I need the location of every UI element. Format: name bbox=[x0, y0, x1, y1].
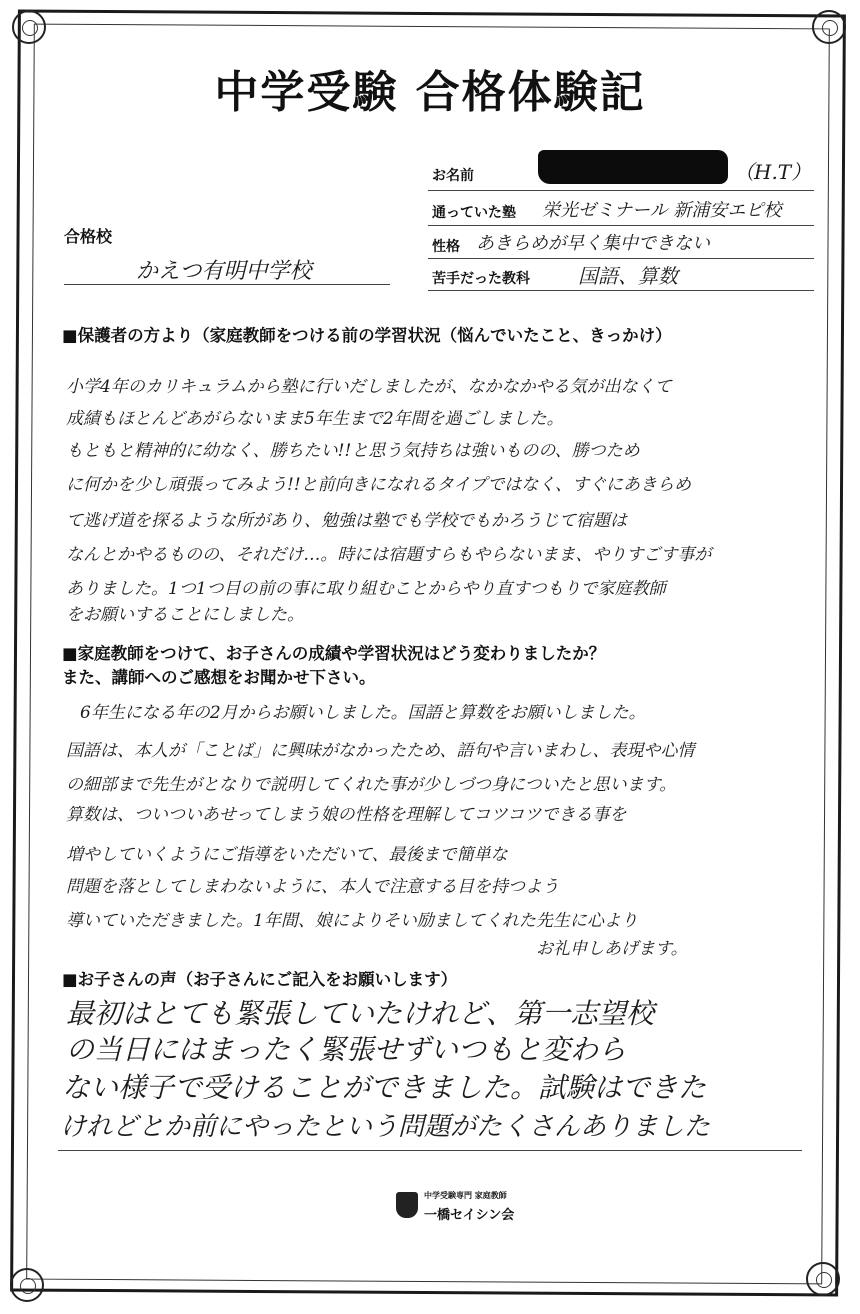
child-voice-line: けれどとか前にやったという問題がたくさんありました bbox=[60, 1112, 711, 1142]
cram-school-underline bbox=[428, 225, 814, 226]
company-name: 一橋セイシン会 bbox=[424, 1208, 515, 1223]
corner-ornament bbox=[12, 10, 46, 44]
company-logo bbox=[396, 1186, 515, 1226]
school-value: かえつ有明中学校 bbox=[136, 259, 312, 284]
child-voice-underline bbox=[58, 1150, 802, 1151]
weak-subject-underline bbox=[428, 290, 814, 291]
child-voice-line: 最初はとても緊張していたけれど、第一志望校 bbox=[66, 997, 655, 1030]
corner-ornament bbox=[10, 1268, 44, 1302]
section2-line: 増やしていくようにご指導をいただいて、最後まで簡単な bbox=[66, 845, 508, 865]
name-underline bbox=[428, 190, 814, 191]
weak-subject-label: 苦手だった教科 bbox=[432, 271, 530, 287]
section1-line: て逃げ道を探るような所があり、勉強は塾でも学校でもかろうじて宿題は bbox=[66, 511, 627, 531]
cram-school-value: 栄光ゼミナール 新浦安エピ校 bbox=[542, 200, 782, 221]
personality-value: あきらめが早く集中できない bbox=[476, 233, 710, 254]
section2-subheading: また、講師へのご感想をお聞かせ下さい。 bbox=[62, 668, 376, 687]
corner-ornament bbox=[806, 1262, 840, 1296]
section1-heading: ■保護者の方より（家庭教師をつける前の学習状況（悩んでいたこと、きっかけ） bbox=[62, 326, 672, 345]
page-title: 中学受験 合格体験記 bbox=[214, 67, 646, 118]
section1-line: なんとかやるものの、それだけ…。時には宿題すらもやらないまま、やりすごす事が bbox=[66, 545, 712, 565]
section2-line: 算数は、ついついあせってしまう娘の性格を理解してコツコツできる事を bbox=[66, 805, 627, 825]
name-label: お名前 bbox=[432, 168, 474, 184]
section2-line: 導いていただきました。1年間、娘によりそい励ましてくれた先生に心より bbox=[66, 911, 638, 931]
section1-line: 成績もほとんどあがらないまま5年生まで2年間を過ごしました。 bbox=[66, 409, 564, 429]
section2-line: 6年生になる年の2月からお願いしました。国語と算数をお願いしました。 bbox=[80, 703, 646, 723]
company-tagline: 中学受験専門 家庭教師 bbox=[424, 1191, 507, 1200]
section2-line: 国語は、本人が「ことば」に興味がなかったため、語句や言いまわし、表現や心情 bbox=[66, 741, 695, 761]
personality-label: 性格 bbox=[432, 239, 460, 255]
child-voice-line: ない様子で受けることができました。試験はできた bbox=[62, 1071, 707, 1104]
redacted-name bbox=[538, 150, 728, 184]
corner-ornament bbox=[812, 10, 846, 44]
section2-line: 問題を落としてしまわないように、本人で注意する目を持つよう bbox=[66, 877, 559, 897]
school-underline bbox=[64, 284, 390, 285]
logo-mark-icon bbox=[396, 1192, 418, 1218]
personality-underline bbox=[428, 258, 814, 259]
child-voice-line: の当日にはまったく緊張せずいつもと変わら bbox=[66, 1033, 627, 1066]
section1-line: 小学4年のカリキュラムから塾に行いだしましたが、なかなかやる気が出なくて bbox=[66, 377, 672, 397]
school-label: 合格校 bbox=[64, 227, 113, 246]
section2-heading: ■家庭教師をつけて、お子さんの成績や学習状況はどう変わりましたか？ bbox=[62, 644, 606, 663]
name-initials: （H.T） bbox=[734, 160, 812, 184]
section1-line: をお願いすることにしました。 bbox=[66, 605, 304, 625]
section3-heading: ■お子さんの声（お子さんにご記入をお願いします） bbox=[62, 970, 458, 989]
section1-line: ありました。1つ1つ目の前の事に取り組むことからやり直すつもりで家庭教師 bbox=[66, 579, 666, 599]
weak-subject-value: 国語、算数 bbox=[578, 264, 678, 288]
cram-school-label: 通っていた塾 bbox=[432, 205, 516, 221]
section2-line: お礼申しあげます。 bbox=[536, 939, 688, 959]
section1-line: もともと精神的に幼なく、勝ちたい!!と思う気持ちは強いものの、勝つため bbox=[66, 441, 640, 461]
section2-line: の細部まで先生がとなりで説明してくれた事が少しづつ身についたと思います。 bbox=[66, 775, 677, 795]
section1-line: に何かを少し頑張ってみよう!!と前向きになれるタイプではなく、すぐにあきらめ bbox=[66, 475, 691, 495]
